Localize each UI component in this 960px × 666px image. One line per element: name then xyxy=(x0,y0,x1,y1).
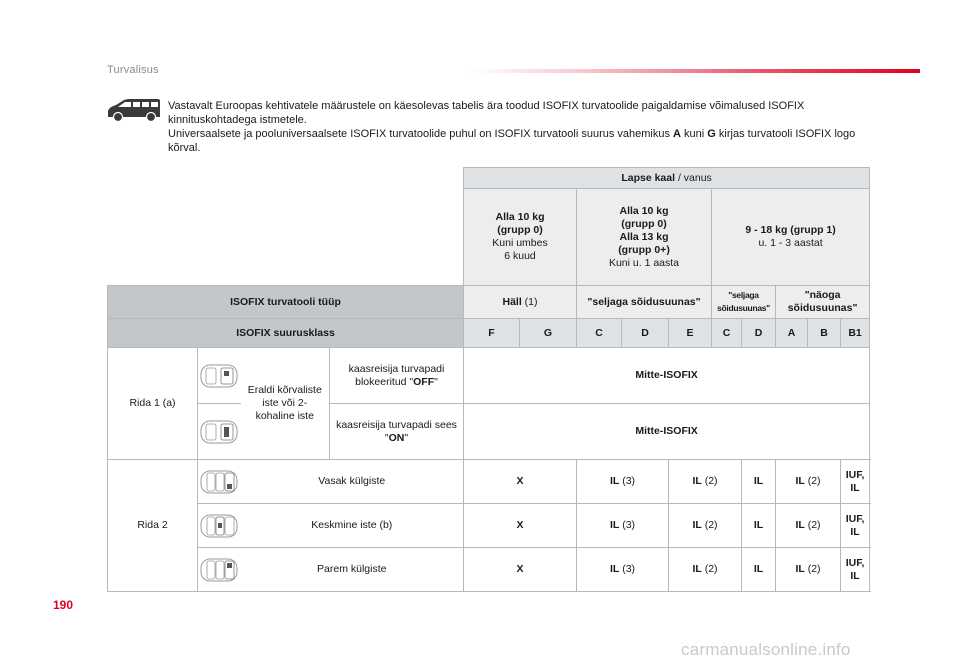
value-il: IL xyxy=(692,519,702,531)
airbag-on-state: ON xyxy=(388,431,405,444)
value-x: X xyxy=(464,548,577,592)
group-0plus-age: Kuni u. 1 aasta xyxy=(608,256,680,269)
row-1-on-value: Mitte-ISOFIX xyxy=(464,404,870,460)
group-1-age: u. 1 - 3 aastat xyxy=(758,237,823,249)
size-class: D xyxy=(742,319,776,348)
van-icon xyxy=(106,97,162,123)
blank-cell xyxy=(108,189,464,286)
group-0plus-name-2: (grupp 0+) xyxy=(618,243,670,256)
value-il: IL xyxy=(795,475,805,487)
value-iuf-il: IUF, IL xyxy=(841,504,870,548)
size-class: B xyxy=(808,319,841,348)
value-il: IL xyxy=(692,563,702,575)
value-note: (2) xyxy=(701,519,718,531)
airbag-on-quote: " xyxy=(404,431,409,444)
type-cot-bold: Häll xyxy=(502,295,522,308)
size-class: C xyxy=(712,319,742,348)
type-rear-facing-2: "seljaga sõidusuunas" xyxy=(712,286,776,319)
group-0plus-weight-2: Alla 13 kg xyxy=(619,230,669,243)
rear-seat-icon xyxy=(199,557,239,583)
value-il: IL xyxy=(742,548,776,592)
value-il-2 xyxy=(776,504,841,548)
size-class: G xyxy=(520,319,577,348)
value-note: (3) xyxy=(619,563,636,575)
value-iuf-il: IUF, IL xyxy=(841,548,870,592)
header-accent-bar xyxy=(470,69,920,73)
weight-header-bold: Lapse kaal xyxy=(621,171,676,184)
seat-name-center: Keskmine iste (b) xyxy=(241,504,464,548)
size-class: D xyxy=(622,319,669,348)
isofix-table xyxy=(107,167,870,592)
value-il: IL xyxy=(692,475,702,487)
seat-diagram-rear-center xyxy=(198,504,241,548)
size-class: C xyxy=(577,319,622,348)
value-note: (2) xyxy=(701,475,718,487)
rear-seat-icon xyxy=(199,469,239,495)
row-2-label: Rida 2 xyxy=(108,460,198,592)
value-il: IL xyxy=(795,519,805,531)
page-number: 190 xyxy=(53,598,74,612)
size-class: B1 xyxy=(841,319,870,348)
group-0plus-header xyxy=(577,189,712,286)
group-1-header xyxy=(712,189,870,286)
intro-size-a: A xyxy=(673,128,681,140)
watermark: carmanualsonline.info xyxy=(681,640,851,659)
intro-text xyxy=(168,99,868,155)
airbag-on-label xyxy=(330,404,464,460)
value-il: IL xyxy=(795,563,805,575)
group-1-weight: 9 - 18 kg (grupp 1) xyxy=(745,224,836,236)
group-0-header xyxy=(464,189,577,286)
intro-text-span: Universaalsete ja pooluniversaalsete ISOFIX turvatoolide puhul on ISOFIX turvatooli suurus vahemikus xyxy=(168,128,674,140)
value-il: IL xyxy=(609,475,620,487)
group-0plus-name-1: (grupp 0) xyxy=(621,217,667,230)
airbag-off-state: OFF xyxy=(413,375,435,388)
value-il-2 xyxy=(669,504,742,548)
airbag-off-label xyxy=(330,348,464,404)
weight-header xyxy=(464,168,870,189)
group-0-weight: Alla 10 kg xyxy=(495,211,545,223)
blank-cell xyxy=(108,168,464,189)
airbag-off-quote: " xyxy=(434,375,438,388)
front-seat-icon xyxy=(199,363,239,389)
airbag-on-text: kaasreisija turvapadi sees " xyxy=(336,418,457,444)
seat-diagram-front-off xyxy=(198,348,241,404)
value-il-3 xyxy=(577,460,669,504)
row-1-seat-desc: Eraldi kõrvaliste iste või 2-kohaline iste xyxy=(241,348,330,460)
value-il-2 xyxy=(669,460,742,504)
group-0-age-2: 6 kuud xyxy=(504,250,536,262)
rear-seat-icon xyxy=(199,513,239,539)
type-label: ISOFIX turvatooli tüüp xyxy=(108,286,464,319)
value-il-3 xyxy=(577,548,669,592)
value-note: (3) xyxy=(619,475,636,487)
section-title: Turvalisus xyxy=(107,64,159,76)
value-x: X xyxy=(464,504,577,548)
value-x: X xyxy=(464,460,577,504)
value-note: (3) xyxy=(619,519,636,531)
value-note: (2) xyxy=(804,475,821,487)
size-class: E xyxy=(669,319,712,348)
seat-diagram-rear-right xyxy=(198,548,241,592)
intro-text-span: kuni xyxy=(681,128,708,140)
value-il-2 xyxy=(669,548,742,592)
front-seat-icon xyxy=(199,419,239,445)
size-class: F xyxy=(464,319,520,348)
seat-diagram-front-on xyxy=(198,404,241,460)
type-cot xyxy=(464,286,577,319)
row-1-off-value: Mitte-ISOFIX xyxy=(464,348,870,404)
value-il-2 xyxy=(776,548,841,592)
seat-diagram-rear-left xyxy=(198,460,241,504)
intro-text-span: kirjas turvatooli ISOFIX logo kõrval. xyxy=(168,128,856,154)
airbag-off-text: kaasreisija turvapadi blokeeritud " xyxy=(348,362,445,388)
seat-name-right: Parem külgiste xyxy=(241,548,464,592)
intro-paragraph-2 xyxy=(168,127,868,155)
value-il: IL xyxy=(609,563,620,575)
group-0-age-1: Kuni umbes xyxy=(492,237,548,249)
value-note: (2) xyxy=(804,519,821,531)
row-1-label: Rida 1 (a) xyxy=(108,348,198,460)
size-class: A xyxy=(776,319,808,348)
intro-paragraph-1: Vastavalt Euroopas kehtivatele määrustele on käesolevas tabelis ära toodud ISOFIX turvatoolide paigaldamise võimalused ISOFIX kinnituskohtadega istmetele. xyxy=(168,100,805,126)
type-cot-rest: (1) xyxy=(521,295,538,308)
value-il: IL xyxy=(742,504,776,548)
value-note: (2) xyxy=(804,563,821,575)
group-0-name: (grupp 0) xyxy=(497,224,543,236)
size-label: ISOFIX suurusklass xyxy=(108,319,464,348)
value-iuf-il: IUF, IL xyxy=(841,460,870,504)
seat-name-left: Vasak külgiste xyxy=(241,460,464,504)
value-il: IL xyxy=(609,519,620,531)
type-forward-facing: "näoga sõidusuunas" xyxy=(776,286,870,319)
group-0plus-weight-1: Alla 10 kg xyxy=(619,204,669,217)
weight-header-rest: / vanus xyxy=(675,171,712,184)
intro-size-g: G xyxy=(707,128,716,140)
type-rear-facing-1: "seljaga sõidusuunas" xyxy=(577,286,712,319)
value-il: IL xyxy=(742,460,776,504)
value-note: (2) xyxy=(701,563,718,575)
value-il-2 xyxy=(776,460,841,504)
value-il-3 xyxy=(577,504,669,548)
